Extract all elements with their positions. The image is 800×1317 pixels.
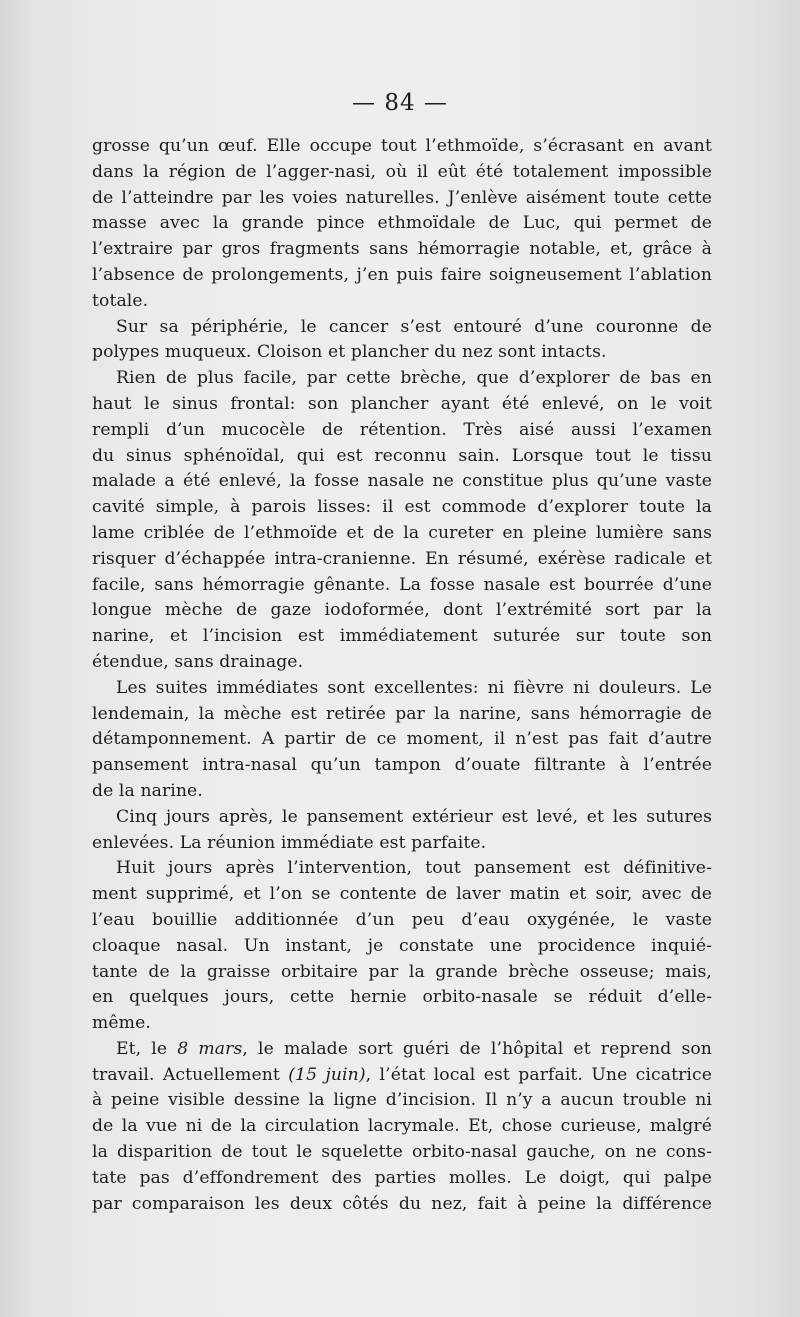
text-line: cloaque nasal. Un instant, je constate une procidence inquié- [92,935,712,956]
text-line: Rien de plus facile, par cette brèche, que d’explorer de bas en [116,368,712,389]
text-line: l’absence de prolongements, j’en puis faire soigneusement l’ablation [92,264,712,285]
text-line: haut le sinus frontal: son plancher ayant été enlevé, on le voit [92,393,712,414]
page-number: — 84 — [352,90,448,116]
text-line: cavité simple, à parois lisses: il est commode d’explorer toute la [92,497,712,518]
text-line: l’extraire par gros fragments sans hémorragie notable, et, grâce à [92,239,712,260]
text-line: pansement intra-nasal qu’un tampon d’ouate filtrante à l’entrée [92,755,712,776]
text-line: du sinus sphénoïdal, qui est reconnu sain. Lorsque tout le tissu [92,445,712,466]
text-line: de la narine. [92,780,203,801]
paragraph [92,315,712,367]
paragraph [92,805,712,857]
paragraph [92,134,712,315]
text-line: lendemain, la mèche est retirée par la narine, sans hémorragie de [92,703,712,724]
text-line: étendue, sans drainage. [92,651,304,672]
text-line: enlevées. La réunion immédiate est parfaite. [92,832,487,853]
text-line: totale. [92,290,149,311]
text-line: risquer d’échappée intra-cranienne. En résumé, exérèse radicale et [92,548,712,569]
text-line: détamponnement. A partir de ce moment, il n’est pas fait d’autre [92,729,712,750]
text-line: Les suites immédiates sont excellentes: ni fièvre ni douleurs. Le [116,677,712,698]
date-8-mars: 8 mars [177,1038,243,1059]
text-line: Et, le 8 mars, le malade sort guéri de l’hôpital et reprend son [116,1038,712,1059]
text-line: masse avec la grande pince ethmoïdale de Luc, qui permet de [92,213,712,234]
paragraph [92,676,712,805]
text-line: tante de la graisse orbitaire par la grande brèche osseuse; mais, [92,961,712,982]
text-line: à peine visible dessine la ligne d’incision. Il n’y a aucun trouble ni [92,1090,712,1111]
text-line: la disparition de tout le squelette orbito-nasal gauche, on ne cons- [92,1142,712,1163]
text-line: même. [92,1013,151,1034]
text-line: grosse qu’un œuf. Elle occupe tout l’ethmoïde, s’écrasant en avant [92,136,712,156]
text-line: Huit jours après l’intervention, tout pansement est définitive- [116,858,712,879]
text-line: l’eau bouillie additionnée d’un peu d’eau oxygénée, le vaste [92,909,712,930]
paragraph-final [92,1037,712,1218]
text-line: Sur sa périphérie, le cancer s’est entouré d’une couronne de [116,316,712,337]
text-line: malade a été enlevé, la fosse nasale ne constitue plus qu’une vaste [92,471,712,492]
paragraph [92,856,712,1037]
paragraph-list [92,134,712,1037]
text-line: travail. Actuellement (15 juin), l’état local est parfait. Une cicatrice [92,1064,712,1085]
text-line: tate pas d’effondrement des parties molles. Le doigt, qui palpe [92,1167,712,1188]
text-line: lame criblée de l’ethmoïde et de la cureter en pleine lumière sans [92,522,712,543]
text-line: de l’atteindre par les voies naturelles. J’enlève aisément toute cette [92,187,712,208]
text-line: Cinq jours après, le pansement extérieur est levé, et les sutures [116,806,712,827]
text-line: longue mèche de gaze iodoformée, dont l’extrémité sort par la [92,600,712,621]
paragraph [92,366,712,676]
body-text [92,134,712,1217]
text-line: de la vue ni de la circulation lacrymale. Et, chose curieuse, malgré [92,1116,712,1137]
text-line: rempli d’un mucocèle de rétention. Très aisé aussi l’examen [92,419,712,440]
text-line: en quelques jours, cette hernie orbito-nasale se réduit d’elle- [92,987,712,1008]
date-15-juin: (15 juin) [288,1064,366,1085]
text-line: narine, et l’incision est immédiatement suturée sur toute son [92,626,712,647]
text-line: polypes muqueux. Cloison et plancher du nez sont intacts. [92,342,607,363]
text-line: par comparaison les deux côtés du nez, fait à peine la différence [92,1193,712,1214]
text-line: facile, sans hémorragie gênante. La fosse nasale est bourrée d’une [92,574,712,595]
text-line: dans la région de l’agger-nasi, où il eût été totalement impossible [92,161,712,182]
text-line: ment supprimé, et l’on se contente de laver matin et soir, avec de [92,884,712,905]
